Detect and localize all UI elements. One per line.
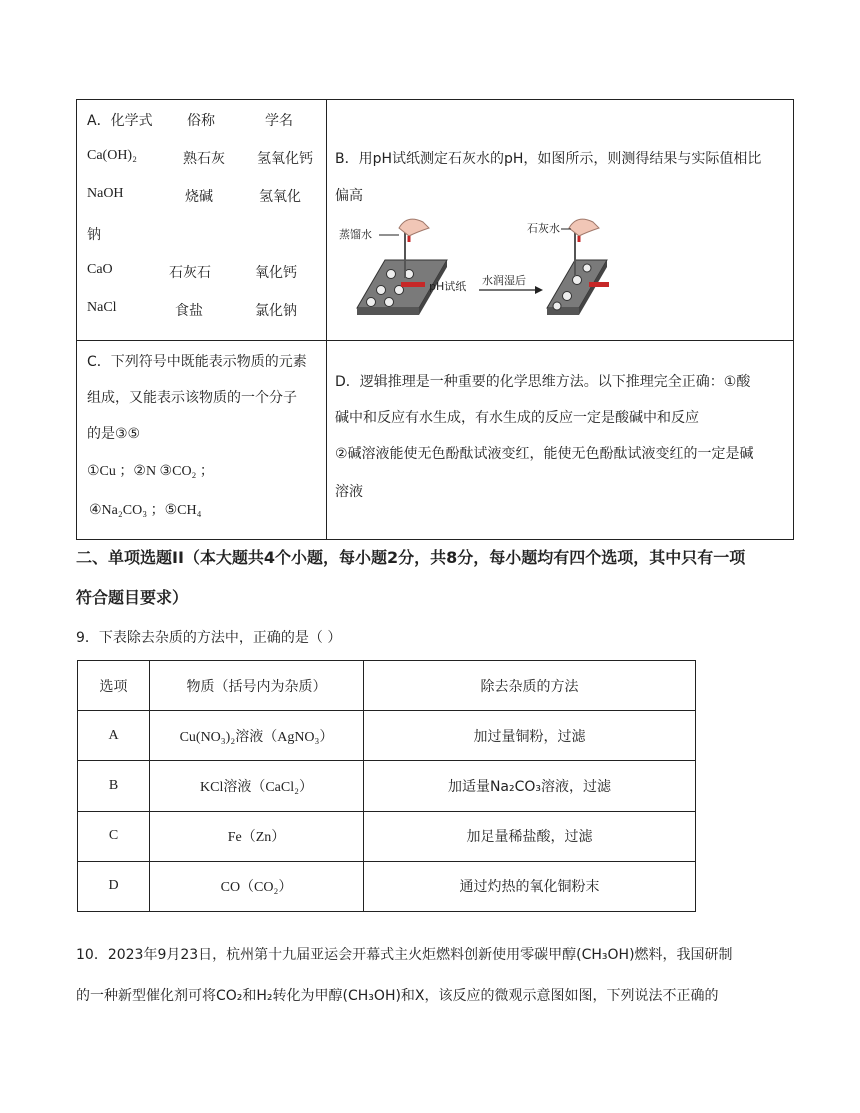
label-arrow: 水润湿后 bbox=[482, 274, 526, 287]
option-d-line2: 碱中和反应有水生成，有水生成的反应一定是酸碱中和反应 bbox=[335, 410, 699, 426]
option-a-row2-common: 烧碱 bbox=[185, 189, 213, 205]
section-heading-line1: 二、单项选题II（本大题共4个小题，每小题2分，共8分，每小题均有四个选项，其中只有一项 bbox=[76, 548, 746, 567]
table-row bbox=[78, 711, 696, 761]
row-a-option: A bbox=[78, 711, 150, 761]
option-a-row4-sci: 氧化钙 bbox=[255, 265, 297, 281]
table-row bbox=[78, 761, 696, 811]
header-method: 除去杂质的方法 bbox=[364, 661, 696, 711]
row-c-method: 加足量稀盐酸，过滤 bbox=[364, 811, 696, 861]
header-option: 选项 bbox=[78, 661, 150, 711]
spot-plate-right bbox=[547, 260, 607, 315]
option-a-row2-formula: NaOH bbox=[87, 186, 124, 201]
option-a-cell bbox=[77, 100, 327, 341]
option-b-line1: B．用pH试纸测定石灰水的pH，如图所示，则测得结果与实际值相比 bbox=[335, 151, 762, 167]
option-a-row5-formula: NaCl bbox=[87, 300, 117, 315]
row-d-option: D bbox=[78, 861, 150, 911]
option-a-row1-sci: 氢氧化钙 bbox=[257, 151, 313, 167]
row-b-option: B bbox=[78, 761, 150, 811]
option-c-cell bbox=[77, 341, 327, 540]
section-heading-line2: 符合题目要求） bbox=[76, 588, 189, 607]
row-d-substance: CO（CO₂） bbox=[150, 861, 364, 911]
options-table bbox=[76, 99, 794, 540]
option-a-row1-common: 熟石灰 bbox=[183, 151, 225, 167]
hand-right-icon bbox=[569, 219, 599, 236]
option-c-line2: 组成，又能表示该物质的一个分子 bbox=[87, 390, 297, 406]
q10-line2: 的一种新型催化剂可将CO₂和H₂转化为甲醇(CH₃OH)和X，该反应的微观示意图如图，下列说法不正确的 bbox=[76, 988, 719, 1004]
q9-stem: 9．下表除去杂质的方法中，正确的是（ ） bbox=[76, 630, 342, 646]
table-row bbox=[78, 861, 696, 911]
option-d-cell bbox=[327, 341, 794, 540]
label-distilled-water: 蒸馏水 bbox=[339, 228, 372, 241]
ph-test-figure bbox=[339, 218, 779, 318]
label-ph-paper: pH试纸 bbox=[429, 280, 467, 293]
option-c-line5: ④Na₂CO₃ ；⑤CH₄ bbox=[89, 503, 202, 518]
label-limewater: 石灰水 bbox=[527, 222, 560, 235]
option-c-line1: C．下列符号中既能表示物质的元素 bbox=[87, 354, 307, 370]
ph-paper-right bbox=[589, 282, 609, 287]
q9-table bbox=[77, 660, 696, 912]
table-header-row bbox=[78, 661, 696, 711]
option-c-line4: ①Cu ；②N ③CO₂ ； bbox=[87, 464, 214, 479]
row-a-method: 加过量铜粉，过滤 bbox=[364, 711, 696, 761]
option-a-row3: 钠 bbox=[87, 227, 101, 243]
row-a-substance: Cu(NO₃)₂溶液（AgNO₃） bbox=[150, 711, 364, 761]
option-a-row1-formula: Ca(OH)₂ bbox=[87, 148, 137, 163]
row-d-method: 通过灼热的氧化铜粉末 bbox=[364, 861, 696, 911]
ph-paper-left bbox=[401, 282, 425, 287]
option-a-row5-common: 食盐 bbox=[175, 303, 203, 319]
option-c-line3: 的是③⑤ bbox=[87, 426, 141, 442]
option-a-row4-formula: CaO bbox=[87, 262, 113, 277]
option-b-line2: 偏高 bbox=[335, 188, 363, 204]
option-d-line1: D．逻辑推理是一种重要的化学思维方法。以下推理完全正确：①酸 bbox=[335, 374, 751, 390]
option-a-header-sci: 学名 bbox=[265, 113, 293, 129]
row-b-method: 加适量Na₂CO₃溶液，过滤 bbox=[364, 761, 696, 811]
hand-left-icon bbox=[399, 219, 429, 236]
row-c-substance: Fe（Zn） bbox=[150, 811, 364, 861]
q10-line1: 10．2023年9月23日，杭州第十九届亚运会开幕式主火炬燃料创新使用零碳甲醇(CH₃OH)燃料，我国研制 bbox=[76, 947, 733, 963]
table-row bbox=[78, 811, 696, 861]
option-a-row4-common: 石灰石 bbox=[169, 265, 211, 281]
row-b-substance: KCl溶液（CaCl₂） bbox=[150, 761, 364, 811]
option-d-line4: 溶液 bbox=[335, 484, 363, 500]
option-b-cell bbox=[327, 100, 794, 341]
option-a-header-formula: A．化学式 bbox=[87, 113, 153, 129]
option-a-header-common: 俗称 bbox=[187, 113, 215, 129]
header-substance: 物质（括号内为杂质） bbox=[150, 661, 364, 711]
option-a-row5-sci: 氯化钠 bbox=[255, 303, 297, 319]
option-a-row2-sci: 氢氧化 bbox=[259, 189, 301, 205]
option-d-line3: ②碱溶液能使无色酚酞试液变红，能使无色酚酞试液变红的一定是碱 bbox=[335, 446, 754, 462]
row-c-option: C bbox=[78, 811, 150, 861]
